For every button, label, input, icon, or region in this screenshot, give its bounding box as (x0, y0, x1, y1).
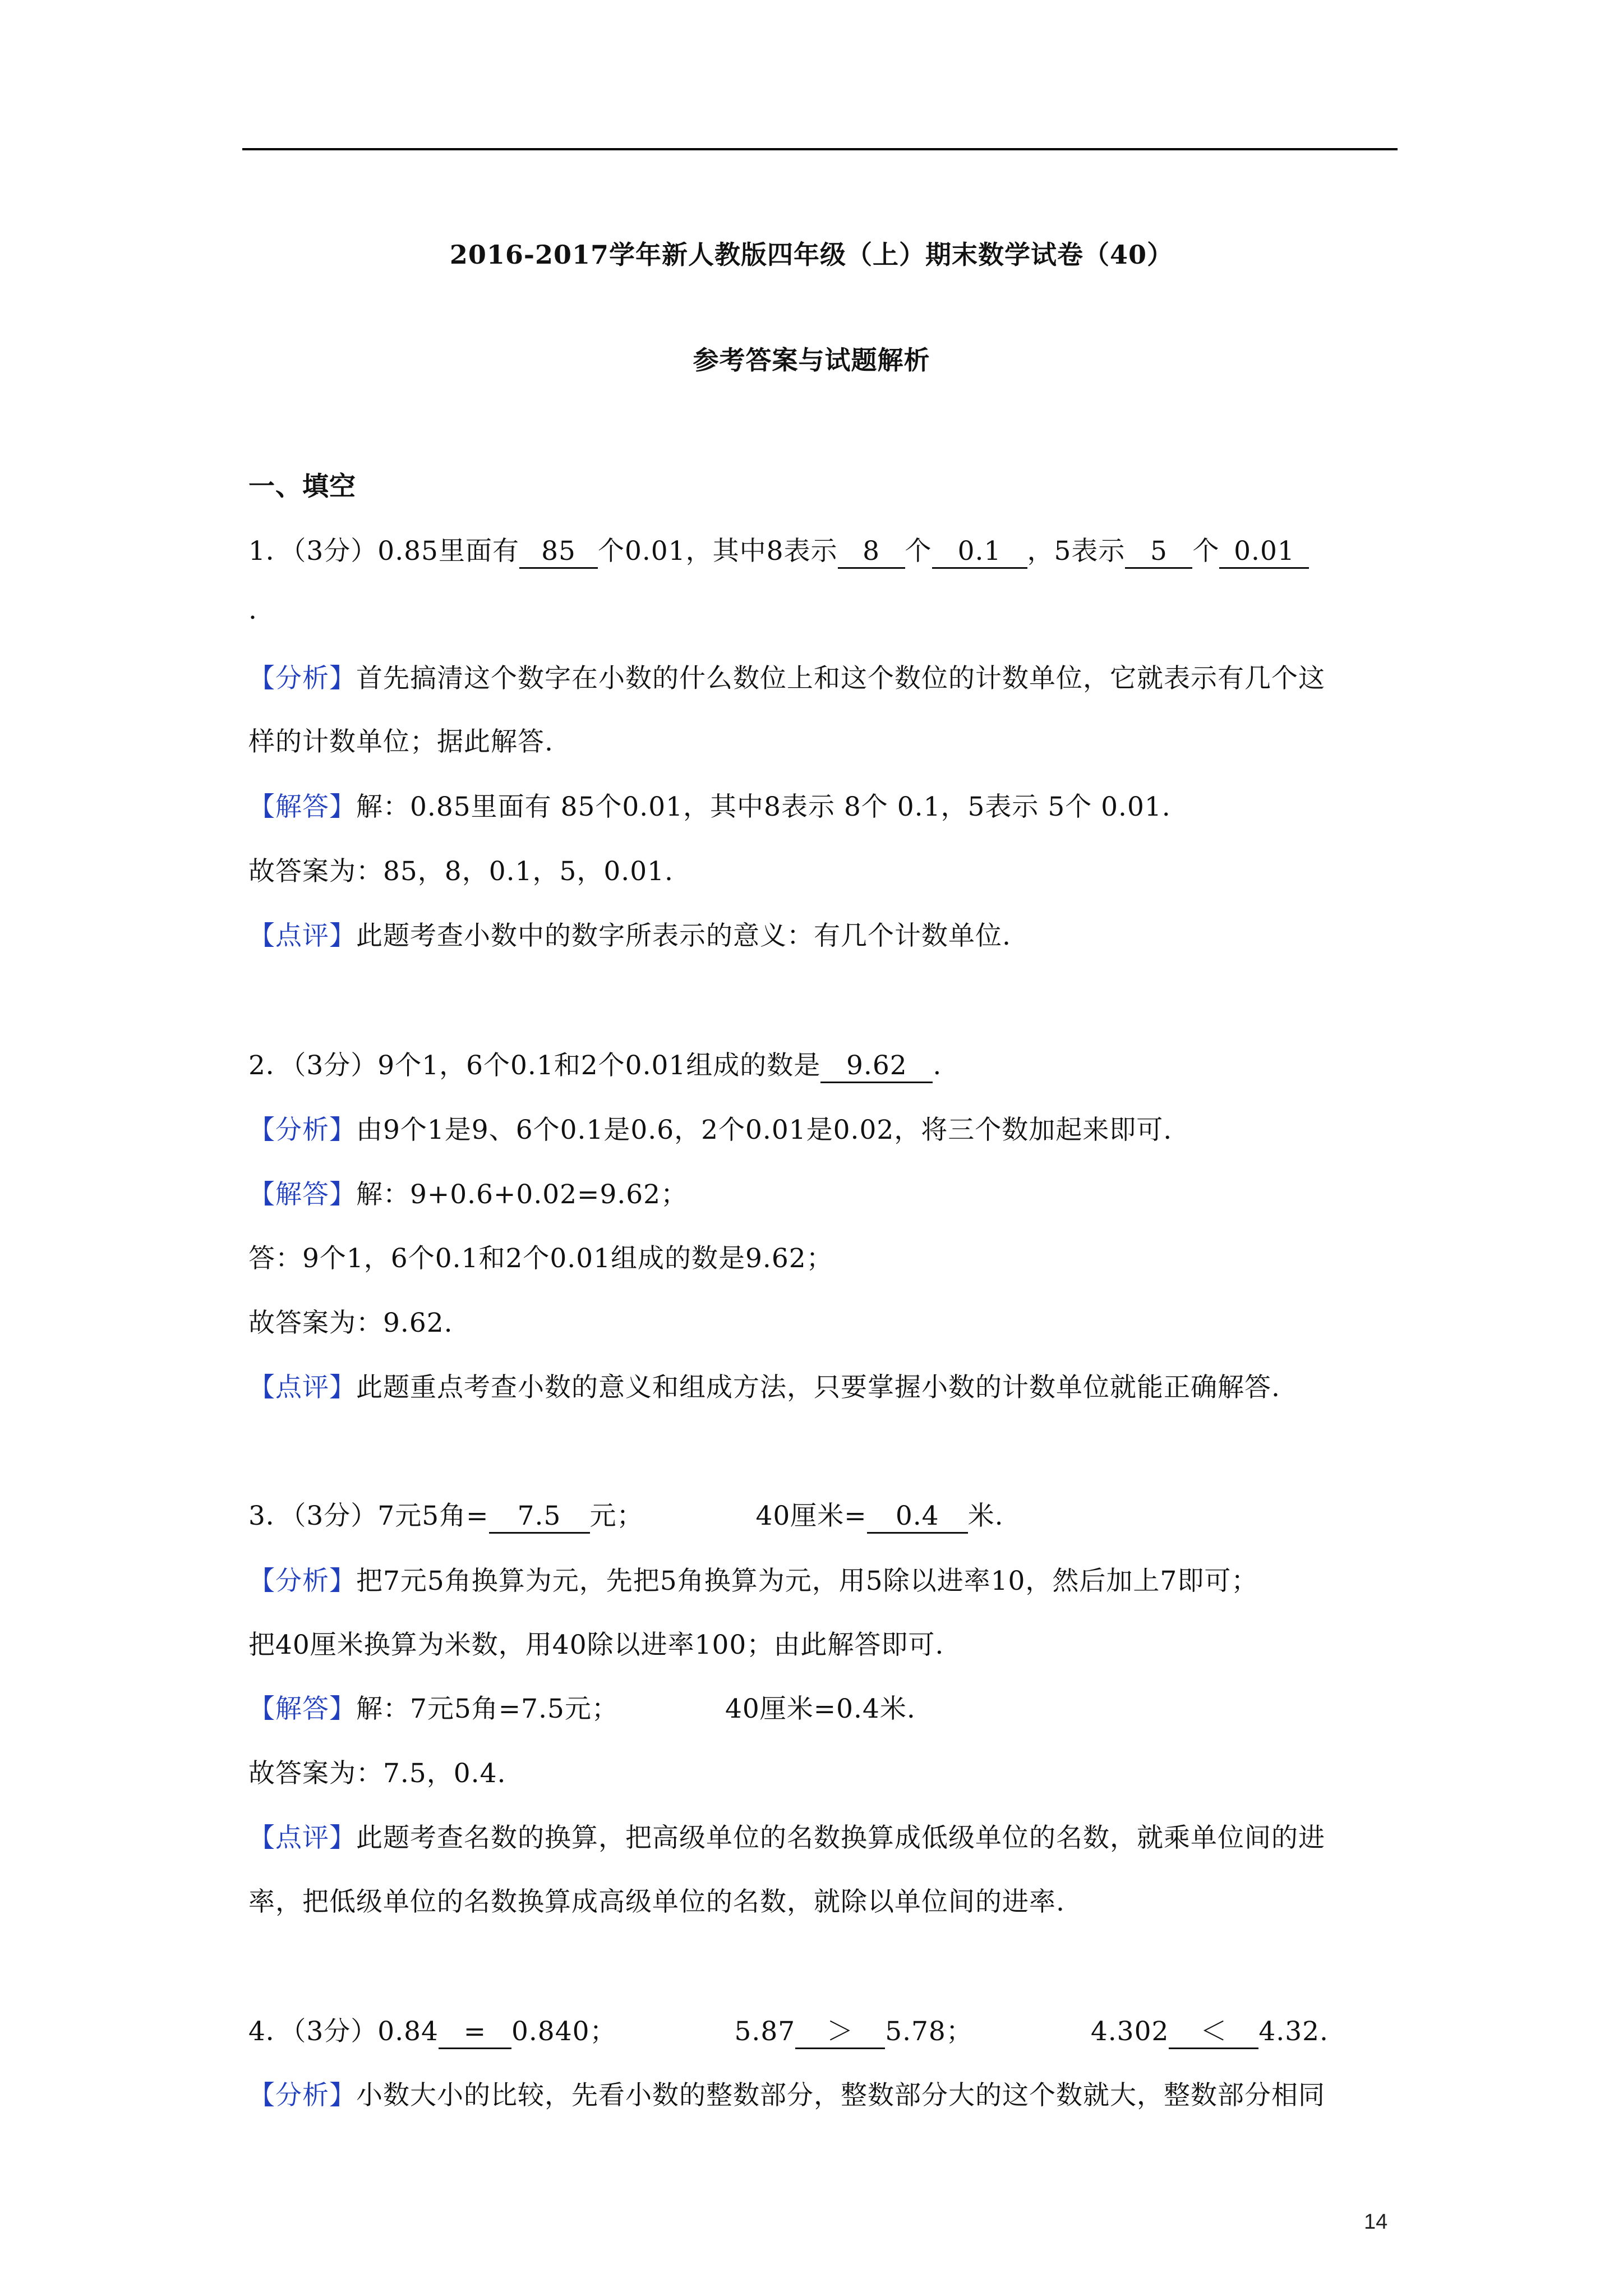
q4-text-1: 0.840； (511, 2016, 617, 2047)
q1-prefix: 1．（3分）0.85里面有 (248, 536, 519, 567)
solution-tag: 【解答】 (248, 1179, 356, 1210)
analysis-tag: 【分析】 (248, 1115, 356, 1145)
q1-analysis-text-1: 首先搞清这个数字在小数的什么数位上和这个数位的计数单位，它就表示有几个这 (356, 663, 1325, 694)
q1-blank-4: 5 (1125, 536, 1192, 569)
q3-comment-line-2: 率，把低级单位的名数换算成高级单位的名数，就除以单位间的进率. (248, 1887, 1065, 1917)
q4-text-3: 5.78； (885, 2016, 973, 2047)
solution-tag: 【解答】 (248, 792, 356, 822)
q4-analysis-line-1 (248, 2079, 1325, 2113)
question-2 (248, 1049, 942, 1083)
q4-prefix: 4．（3分）0.84 (248, 2016, 439, 2047)
q1-text-4: 个 (1192, 536, 1220, 567)
section-heading: 一、填空 (248, 471, 356, 502)
q3-comment-line-1 (248, 1821, 1325, 1855)
q1-analysis-line-1 (248, 662, 1325, 696)
q3-analysis-line-1 (248, 1565, 1258, 1598)
q3-text-1: 元； (589, 1501, 644, 1531)
q2-comment-text: 此题重点考查小数的意义和组成方法，只要掌握小数的计数单位就能正确解答. (356, 1372, 1280, 1403)
q2-answer-statement: 答：9个1，6个0.1和2个0.01组成的数是9.62； (248, 1243, 833, 1274)
q3-solution-text-a: 解：7元5角=7.5元； (356, 1694, 619, 1724)
q2-end: . (933, 1050, 942, 1081)
page-title: 2016-2017学年新人教版四年级（上）期末数学试卷（40） (449, 240, 1174, 270)
q3-prefix: 3．（3分）7元5角= (248, 1501, 489, 1531)
q4-blank-1: = (439, 2016, 511, 2049)
q3-end: 米. (967, 1501, 1004, 1531)
q4-blank-3: ＜ (1169, 2016, 1258, 2049)
q1-blank-2: 8 (838, 536, 905, 569)
q4-text-2: 5.87 (734, 2016, 796, 2047)
q2-solution-text: 解：9+0.6+0.02=9.62； (356, 1179, 688, 1210)
q1-text-1: 个0.01，其中8表示 (597, 536, 838, 567)
comment-tag: 【点评】 (248, 1823, 356, 1853)
q3-analysis-line-2: 把40厘米换算为米数，用40除以进率100；由此解答即可. (248, 1630, 944, 1660)
q1-text-3: ，5表示 (1027, 536, 1126, 567)
question-4 (248, 2015, 1329, 2049)
comment-tag: 【点评】 (248, 1372, 356, 1403)
analysis-tag: 【分析】 (248, 2080, 356, 2111)
q3-solution-text-b: 40厘米=0.4米. (725, 1694, 916, 1724)
q2-solution-line (248, 1178, 688, 1212)
q1-answer-line: 故答案为：85，8，0.1，5，0.01. (248, 856, 674, 887)
q2-answer-line: 故答案为：9.62. (248, 1308, 453, 1338)
q1-blank-3: 0.1 (932, 536, 1027, 569)
q1-solution-text: 解：0.85里面有 85个0.01，其中8表示 8个 0.1，5表示 5个 0.01. (356, 792, 1171, 822)
q2-analysis-line (248, 1114, 1172, 1147)
question-3 (248, 1499, 1004, 1534)
q1-blank-5: 0.01 (1219, 536, 1309, 569)
page-number: 14 (1364, 2210, 1388, 2234)
analysis-tag: 【分析】 (248, 1566, 356, 1596)
q3-answer-line: 故答案为：7.5，0.4. (248, 1758, 506, 1789)
q1-solution-line (248, 790, 1171, 824)
q2-analysis-text: 由9个1是9、6个0.1是0.6，2个0.01是0.02，将三个数加起来即可. (356, 1115, 1173, 1145)
q3-blank-2: 0.4 (867, 1501, 968, 1534)
solution-tag: 【解答】 (248, 1694, 356, 1724)
q1-analysis-line-2: 样的计数单位；据此解答. (248, 726, 554, 757)
q4-text-4: 4.302 (1090, 2016, 1169, 2047)
question-1 (248, 535, 1309, 569)
q2-blank-1: 9.62 (820, 1050, 933, 1083)
q3-analysis-text-1: 把7元5角换算为元，先把5角换算为元，用5除以进率10，然后加上7即可； (356, 1566, 1258, 1596)
page-subtitle: 参考答案与试题解析 (693, 345, 930, 375)
q1-end-mark: . (248, 595, 257, 625)
q3-solution-line (248, 1692, 916, 1726)
q4-analysis-text-1: 小数大小的比较，先看小数的整数部分，整数部分大的这个数就大，整数部分相同 (356, 2080, 1325, 2111)
q1-comment-text: 此题考查小数中的数字所表示的意义：有几个计数单位. (356, 921, 1011, 951)
q3-blank-1: 7.5 (489, 1501, 590, 1534)
q1-text-2: 个 (905, 536, 932, 567)
q4-end: 4.32. (1258, 2016, 1329, 2047)
q1-blank-1: 85 (519, 536, 598, 569)
q4-blank-2: ＞ (795, 2016, 885, 2049)
header-rule (242, 148, 1398, 150)
comment-tag: 【点评】 (248, 921, 356, 951)
q3-text-2: 40厘米= (755, 1501, 867, 1531)
analysis-tag: 【分析】 (248, 663, 356, 694)
q2-comment-line (248, 1371, 1280, 1405)
q1-comment-line (248, 919, 1011, 953)
q3-comment-text-1: 此题考查名数的换算，把高级单位的名数换算成低级单位的名数，就乘单位间的进 (356, 1823, 1325, 1853)
q2-prefix: 2．（3分）9个1，6个0.1和2个0.01组成的数是 (248, 1050, 821, 1081)
